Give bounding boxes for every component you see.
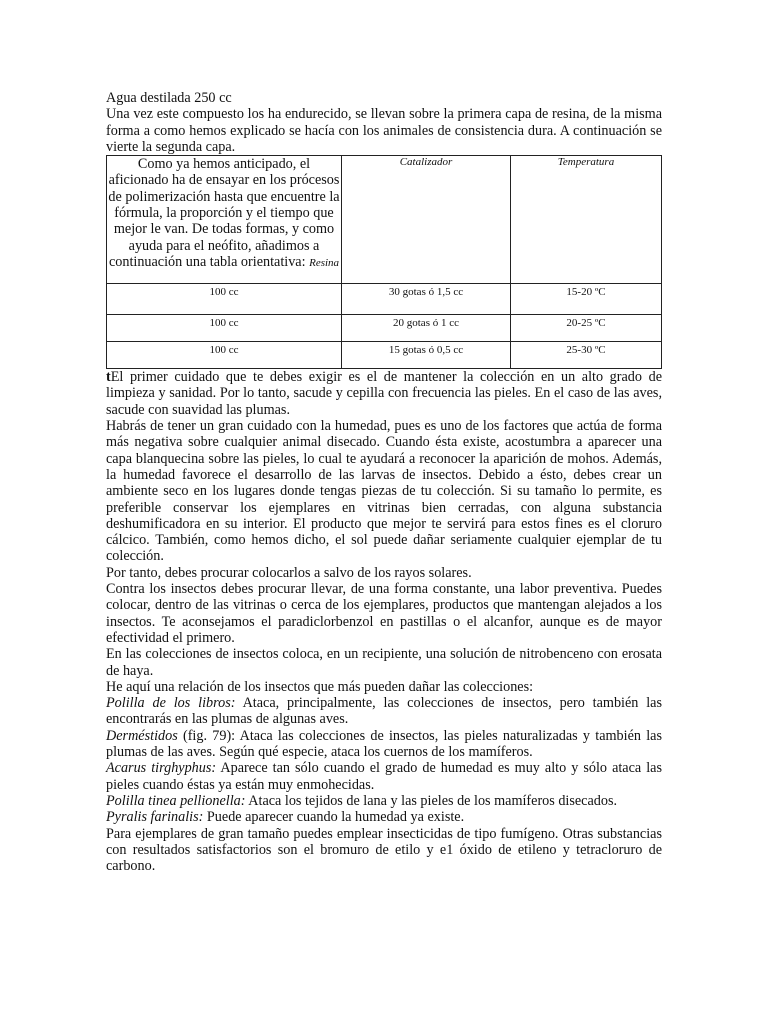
paragraph-intro: Una vez este compuesto los ha endurecido, se llevan sobre la primera capa de resina, de la misma forma a como hemos explicado se hacía con los animales de consistencia dura. A continuación se vierte la segunda capa. [106,106,662,155]
table-cell-temperatura: 15-20 ºC [511,284,662,315]
insect-entry [106,809,662,825]
insect-name: Pyralis farinalis: [106,809,204,826]
insect-entry [106,728,662,761]
table-cell-catalizador: 15 gotas ó 0,5 cc [342,342,511,369]
insect-name: Polilla de los libros: [106,695,236,712]
insect-entry [106,695,662,728]
paragraph-cuidado [106,369,662,418]
table-intro-cell [107,156,342,284]
table-row [107,342,662,369]
table-row [107,315,662,342]
insect-text: Ataca los tejidos de lana y las pieles de los mamíferos disecados. [245,792,618,809]
insect-name: Polilla tinea pellionella: [106,792,246,809]
line-agua: Agua destilada 250 cc [106,90,232,106]
paragraph-fumigeno: Para ejemplares de gran tamaño puedes emplear insecticidas de tipo fumígeno. Otras substancias con resultados satisfactorios son el bromuro de etilo y e1 óxido de etileno y tetracloruro de carbono. [106,825,662,875]
paragraph-relacion: He aquí una relación de los insectos que más pueden dañar las colecciones: [106,678,534,695]
paragraph-humedad: Habrás de tener un gran cuidado con la humedad, pues es uno de los factores que actúa de forma más negativa sobre cualquier animal disecado. Cuando ésta existe, acostumbra a aparecer una capa blanquecina sobre las pieles, lo cual te ayudará a reconocer la aparición de mohos. Además, la humedad favorece el desarrollo de las larvas de insectos. Debido a ésto, debes crear un ambiente seco en los lugares donde tengas piezas de tu colección. Si su tamaño lo permite, es preferible conservar los ejemplares en vitrinas bien cerradas, con alguna substancia deshumificadora en su interior. El producto que mejor te servirá para estos fines es el cloruro cálcico. También, como hemos dicho, el sol puede dañar seriamente cualquier ejemplar de tu colección. [106,418,662,565]
paragraph-sol: Por tanto, debes procurar colocarlos a salvo de los rayos solares. [106,564,472,581]
insect-text: Puede aparecer cuando la humedad ya existe. [203,809,465,826]
insect-text: Ataca, principalmente, las colecciones de insectos, pero también las encontrarás en las plumas de algunas aves. [106,695,662,728]
paragraph-cuidado-text: El primer cuidado que te debes exigir es el de mantener la colección en un alto grado de limpieza y sanidad. Por lo tanto, sacude y cepilla con frecuencia las pieles. En el caso de las aves, sacude con suavidad las plumas. [106,369,662,418]
table-cell-resina: 100 cc [107,342,342,369]
table-cell-resina: 100 cc [107,315,342,342]
table-row [107,284,662,315]
stray-letter: t [106,369,111,386]
insect-text: (fig. 79): Ataca las colecciones de insectos, las pieles naturalizadas y también las plumas de las aves. Según qué especie, ataca los cuernos de los mamíferos. [106,727,662,761]
col-header-resina: Resina [309,256,340,269]
insect-entry [106,760,662,793]
paragraph-insectos: Contra los insectos debes procurar llevar, de una forma constante, una labor preventiva. Puedes colocar, dentro de las vitrinas o cerca de los ejemplares, productos que mantengan alejados a los insectos. Te aconsejamos el paradiclorbenzol en pastillas o el alcanfor, aunque es de mayor efectividad el primero. [106,581,662,646]
table-cell-temperatura: 25-30 ºC [511,342,662,369]
table-intro-text: Como ya hemos anticipado, el aficionado ha de ensayar en los prócesos de polimerización hasta que encuentre la fórmula, la proporción y el tiempo que mejor le van. De todas formas, y como ayuda para el neófito, añadimos a continuación una tabla orientativa: [108,156,340,270]
insect-name: Derméstidos [106,727,178,744]
table-cell-resina: 100 cc [107,284,342,315]
resin-table [106,155,662,369]
insect-entry [106,793,662,809]
col-header-temperatura: Temperatura [511,156,662,284]
table-cell-catalizador: 20 gotas ó 1 cc [342,315,511,342]
col-header-catalizador: Catalizador [342,156,511,284]
paragraph-nitrobenceno: En las colecciones de insectos coloca, en un recipiente, una solución de nitrobenceno con erosata de haya. [106,646,662,679]
table-cell-catalizador: 30 gotas ó 1,5 cc [342,284,511,315]
document-page [106,90,662,874]
insect-name: Acarus tirghyphus: [106,760,217,777]
table-cell-temperatura: 20-25 ºC [511,315,662,342]
insect-text: Aparece tan sólo cuando el grado de humedad es muy alto y sólo ataca las pieles cuando éstas ya están muy enmohecidas. [106,760,662,793]
